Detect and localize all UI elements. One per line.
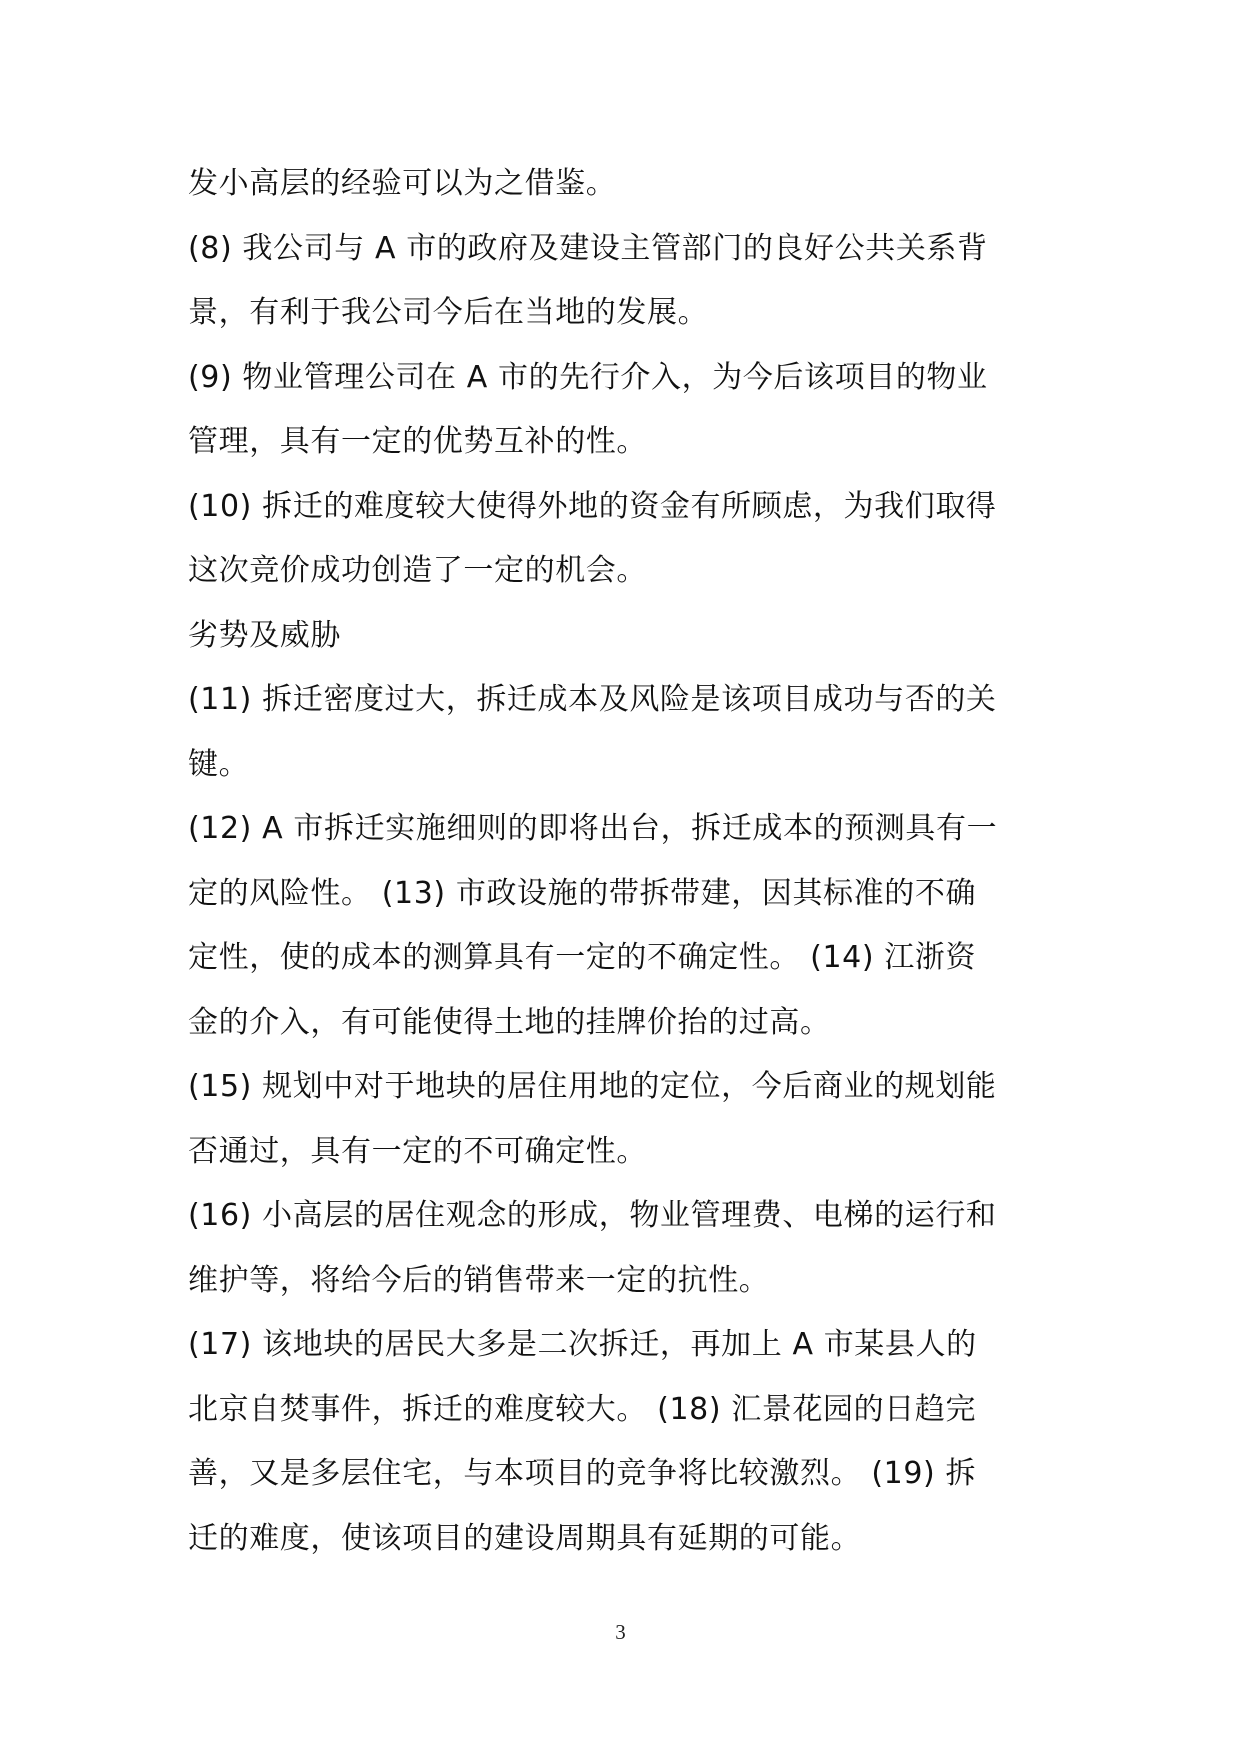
text-line: (12) A 市拆迁实施细则的即将出台，拆迁成本的预测具有一 — [188, 811, 998, 846]
body-text — [188, 152, 1068, 1571]
text-line: (16) 小高层的居住观念的形成，物业管理费、电梯的运行和 — [188, 1198, 997, 1233]
text-line: (10) 拆迁的难度较大使得外地的资金有所顾虑，为我们取得 — [188, 488, 997, 524]
text-line: 维护等，将给今后的销售带来一定的抗性。 — [188, 1262, 770, 1298]
text-line: 否通过，具有一定的不可确定性。 — [188, 1133, 647, 1169]
text-line: 发小高层的经验可以为之借鉴。 — [188, 166, 617, 201]
text-line: (11) 拆迁密度过大，拆迁成本及风险是该项目成功与否的关 — [188, 682, 997, 717]
text-line: 善，又是多层住宅，与本项目的竞争将比较激烈。 (19) 拆 — [188, 1456, 977, 1491]
text-line: 金的介入，有可能使得土地的挂牌价抬的过高。 — [188, 1004, 831, 1040]
text-line: (8) 我公司与 A 市的政府及建设主管部门的良好公共关系背 — [188, 230, 988, 266]
text-line: 这次竞价成功创造了一定的机会。 — [188, 553, 647, 588]
text-line: 键。 — [188, 746, 250, 782]
text-line: (15) 规划中对于地块的居住用地的定位，今后商业的规划能 — [188, 1069, 997, 1104]
text-line: (9) 物业管理公司在 A 市的先行介入，为今后该项目的物业 — [188, 359, 988, 395]
text-line: 北京自焚事件，拆迁的难度较大。 (18) 汇景花园的日趋完 — [188, 1391, 977, 1427]
text-line: 管理，具有一定的优势互补的性。 — [188, 424, 647, 459]
text-line: 定的风险性。 (13) 市政设施的带拆带建，因其标准的不确 — [188, 875, 977, 911]
text-line: 迁的难度，使该项目的建设周期具有延期的可能。 — [188, 1520, 862, 1556]
page-number: 3 — [615, 1620, 626, 1644]
text-line: 景，有利于我公司今后在当地的发展。 — [188, 295, 709, 330]
text-line: 定性，使的成本的测算具有一定的不确定性。 (14) 江浙资 — [188, 940, 977, 975]
text-line: (17) 该地块的居民大多是二次拆迁，再加上 A 市某县人的 — [188, 1327, 977, 1362]
section-heading: 劣势及威胁 — [188, 617, 341, 653]
